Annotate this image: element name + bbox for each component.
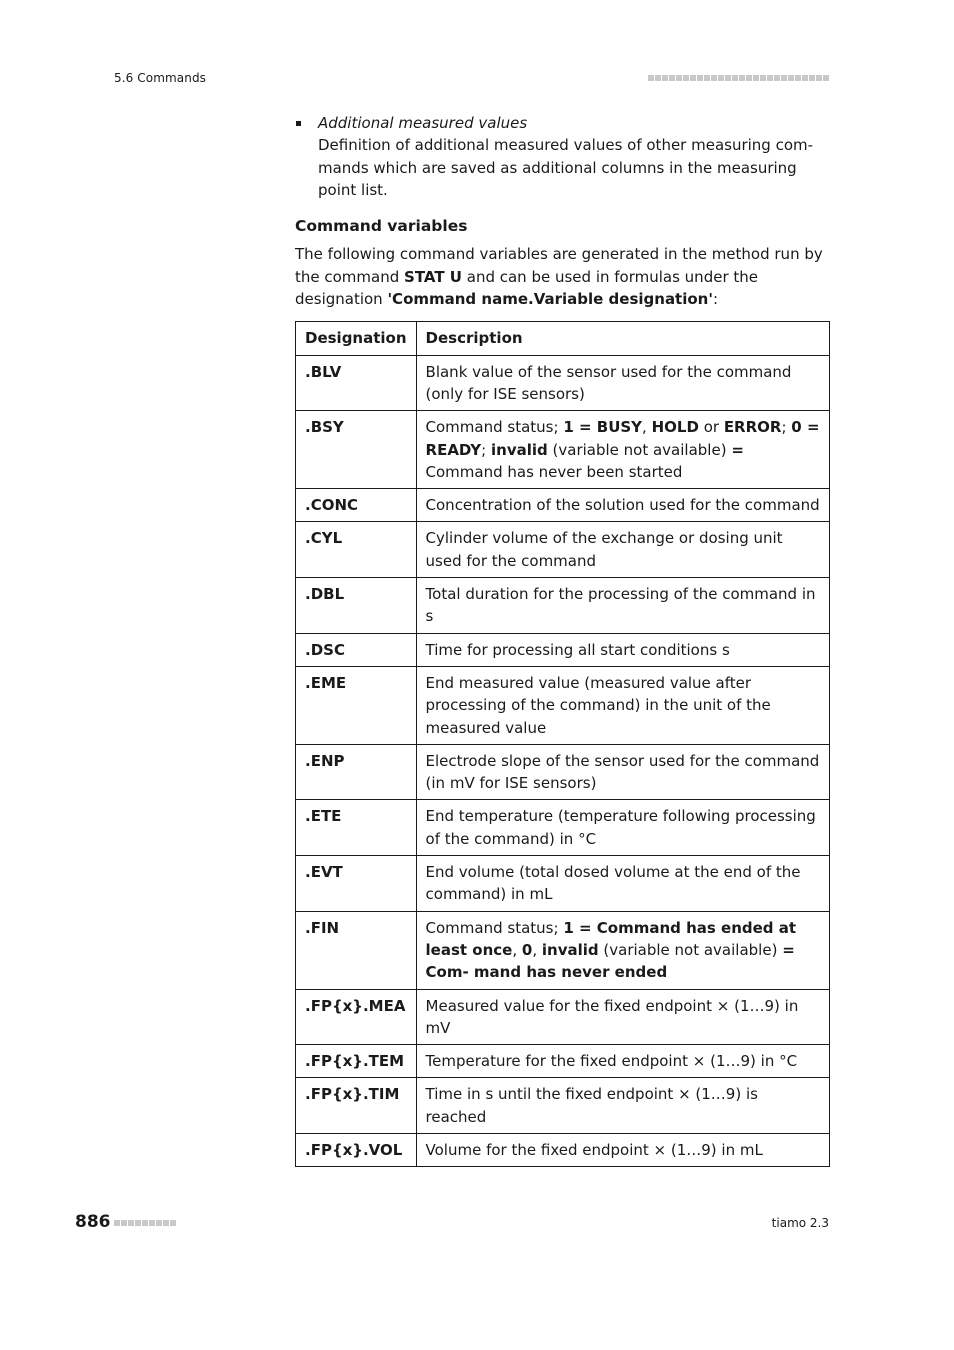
variable-description xyxy=(416,633,829,666)
decoration-dot xyxy=(725,75,731,81)
decoration-dot xyxy=(816,75,822,81)
intro-text-3: : xyxy=(712,290,719,309)
variable-description xyxy=(416,800,829,856)
page-content xyxy=(295,112,830,1167)
table-row xyxy=(296,1045,830,1078)
description-segment: End volume (total dosed volume at the end of the command) in mL xyxy=(425,863,801,904)
description-segment: Time for processing all start conditions s xyxy=(425,640,730,659)
description-segment: 1 = BUSY xyxy=(563,418,643,437)
decoration-dot xyxy=(718,75,724,81)
intro-command-name: STAT U xyxy=(404,267,462,286)
square-bullet-icon xyxy=(296,121,301,126)
bullet-item xyxy=(295,112,830,201)
table-row xyxy=(296,489,830,522)
table-row xyxy=(296,856,830,912)
decoration-dot xyxy=(809,75,815,81)
intro-text-2: and can be used in formulas under the designation xyxy=(295,267,758,309)
decoration-dot xyxy=(676,75,682,81)
variable-designation: .BLV xyxy=(296,355,417,411)
variable-description xyxy=(416,522,829,578)
decoration-dot xyxy=(739,75,745,81)
running-header-section: 5.6 Commands xyxy=(114,71,207,85)
description-segment: Cylinder volume of the exchange or dosing unit used for the command xyxy=(425,529,783,570)
description-segment: Electrode slope of the sensor used for the command (in mV for ISE sensors) xyxy=(425,751,820,793)
decoration-dot xyxy=(697,75,703,81)
decoration-dot xyxy=(683,75,689,81)
decoration-dot xyxy=(149,1220,155,1226)
decoration-dot xyxy=(128,1220,134,1226)
intro-designation-format: 'Command name.Variable designation' xyxy=(387,290,713,309)
decoration-dot xyxy=(662,75,668,81)
decoration-dot xyxy=(142,1220,148,1226)
footer-product-name: tiamo 2.3 xyxy=(771,1216,829,1230)
decoration-dot xyxy=(795,75,801,81)
decoration-dot xyxy=(732,75,738,81)
decoration-dot xyxy=(823,75,829,81)
variable-designation: .DSC xyxy=(296,633,417,666)
description-segment: Command status; xyxy=(425,918,564,937)
variable-description xyxy=(416,744,829,800)
description-segment: Temperature for the fixed endpoint × (1…9) in °C xyxy=(425,1052,798,1071)
intro-paragraph xyxy=(295,243,830,310)
variable-designation: .FP{x}.VOL xyxy=(296,1133,417,1166)
variable-description xyxy=(416,1078,829,1134)
description-segment: ERROR xyxy=(723,418,782,437)
description-segment: = Com- mand has never ended xyxy=(425,940,795,982)
decoration-dot xyxy=(774,75,780,81)
description-segment: , xyxy=(512,940,522,959)
description-segment: Time in s until the fixed endpoint × (1…9) is reached xyxy=(425,1085,758,1126)
column-header-designation: Designation xyxy=(296,322,417,355)
description-segment: Command status; xyxy=(425,418,564,437)
decoration-dot xyxy=(760,75,766,81)
decoration-dot xyxy=(788,75,794,81)
variable-description xyxy=(416,489,829,522)
description-segment: HOLD xyxy=(651,418,699,437)
variable-designation: .CONC xyxy=(296,489,417,522)
description-segment: Command has never been started xyxy=(425,462,683,481)
header-decoration-dots xyxy=(648,75,829,81)
description-segment: Total duration for the processing of the command in s xyxy=(425,585,816,626)
table-row xyxy=(296,411,830,489)
description-segment: 1 = Command has ended at least once xyxy=(425,918,797,959)
table-row xyxy=(296,633,830,666)
description-segment: 0 xyxy=(521,940,533,959)
variable-description xyxy=(416,911,829,989)
variable-designation: .EVT xyxy=(296,856,417,912)
variable-designation: .ETE xyxy=(296,800,417,856)
description-segment: or xyxy=(698,418,724,437)
description-segment: Concentration of the solution used for the command xyxy=(425,496,820,515)
decoration-dot xyxy=(767,75,773,81)
decoration-dot xyxy=(711,75,717,81)
decoration-dot xyxy=(669,75,675,81)
description-segment: 0 = READY xyxy=(425,418,820,459)
decoration-dot xyxy=(163,1220,169,1226)
description-segment: (variable not available) xyxy=(598,940,783,959)
footer-decoration-dots xyxy=(114,1220,176,1226)
section-heading: Command variables xyxy=(295,217,468,236)
variable-description xyxy=(416,989,829,1045)
column-header-description: Description xyxy=(416,322,829,355)
variable-description xyxy=(416,355,829,411)
table-row xyxy=(296,989,830,1045)
description-segment: Blank value of the sensor used for the command (only for ISE sensors) xyxy=(425,362,792,403)
page-number: 886 xyxy=(75,1212,111,1232)
variable-designation: .DBL xyxy=(296,578,417,634)
table-row xyxy=(296,666,830,744)
description-segment: Measured value for the fixed endpoint × (1…9) in mV xyxy=(425,996,799,1037)
variable-designation: .BSY xyxy=(296,411,417,489)
table-row xyxy=(296,1078,830,1134)
table-row xyxy=(296,355,830,411)
variable-designation: .CYL xyxy=(296,522,417,578)
description-segment: ; xyxy=(781,418,792,437)
intro-text-1: The following command variables are generated in the method run by the command xyxy=(295,245,823,286)
variable-designation: .FP{x}.TIM xyxy=(296,1078,417,1134)
description-segment: End measured value (measured value after processing of the command) in the unit of the measured value xyxy=(425,673,771,737)
bullet-title: Additional measured values xyxy=(318,114,528,132)
decoration-dot xyxy=(746,75,752,81)
variable-description xyxy=(416,411,829,489)
description-segment: invalid xyxy=(541,940,599,959)
variable-description xyxy=(416,856,829,912)
variable-description xyxy=(416,1133,829,1166)
table-header-row xyxy=(296,322,830,355)
decoration-dot xyxy=(802,75,808,81)
table-body xyxy=(296,355,830,1167)
decoration-dot xyxy=(648,75,654,81)
description-segment: ; xyxy=(481,440,491,459)
variable-designation: .FP{x}.MEA xyxy=(296,989,417,1045)
decoration-dot xyxy=(170,1220,176,1226)
variable-designation: .FIN xyxy=(296,911,417,989)
table-row xyxy=(296,800,830,856)
table-row xyxy=(296,1133,830,1166)
description-segment: (variable not available) xyxy=(547,440,732,459)
variable-description xyxy=(416,1045,829,1078)
decoration-dot xyxy=(655,75,661,81)
variable-designation: .EME xyxy=(296,666,417,744)
decoration-dot xyxy=(121,1220,127,1226)
description-segment: Volume for the fixed endpoint × (1…9) in mL xyxy=(425,1140,763,1159)
decoration-dot xyxy=(781,75,787,81)
variable-description xyxy=(416,666,829,744)
decoration-dot xyxy=(690,75,696,81)
table-row xyxy=(296,744,830,800)
variable-designation: .FP{x}.TEM xyxy=(296,1045,417,1078)
variable-designation: .ENP xyxy=(296,744,417,800)
command-variables-table xyxy=(295,321,830,1167)
decoration-dot xyxy=(114,1220,120,1226)
table-row xyxy=(296,578,830,634)
decoration-dot xyxy=(753,75,759,81)
variable-description xyxy=(416,578,829,634)
description-segment: invalid xyxy=(491,440,548,459)
description-segment: , xyxy=(532,940,542,959)
table-row xyxy=(296,522,830,578)
table-row xyxy=(296,911,830,989)
decoration-dot xyxy=(156,1220,162,1226)
description-segment: , xyxy=(642,418,652,437)
decoration-dot xyxy=(704,75,710,81)
description-segment: End temperature (temperature following processing of the command) in °C xyxy=(425,807,816,848)
description-segment: = xyxy=(731,440,744,459)
decoration-dot xyxy=(135,1220,141,1226)
bullet-text: Definition of additional measured values of other measuring com- mands which are saved as additional columns in the measuring point list. xyxy=(318,136,814,199)
